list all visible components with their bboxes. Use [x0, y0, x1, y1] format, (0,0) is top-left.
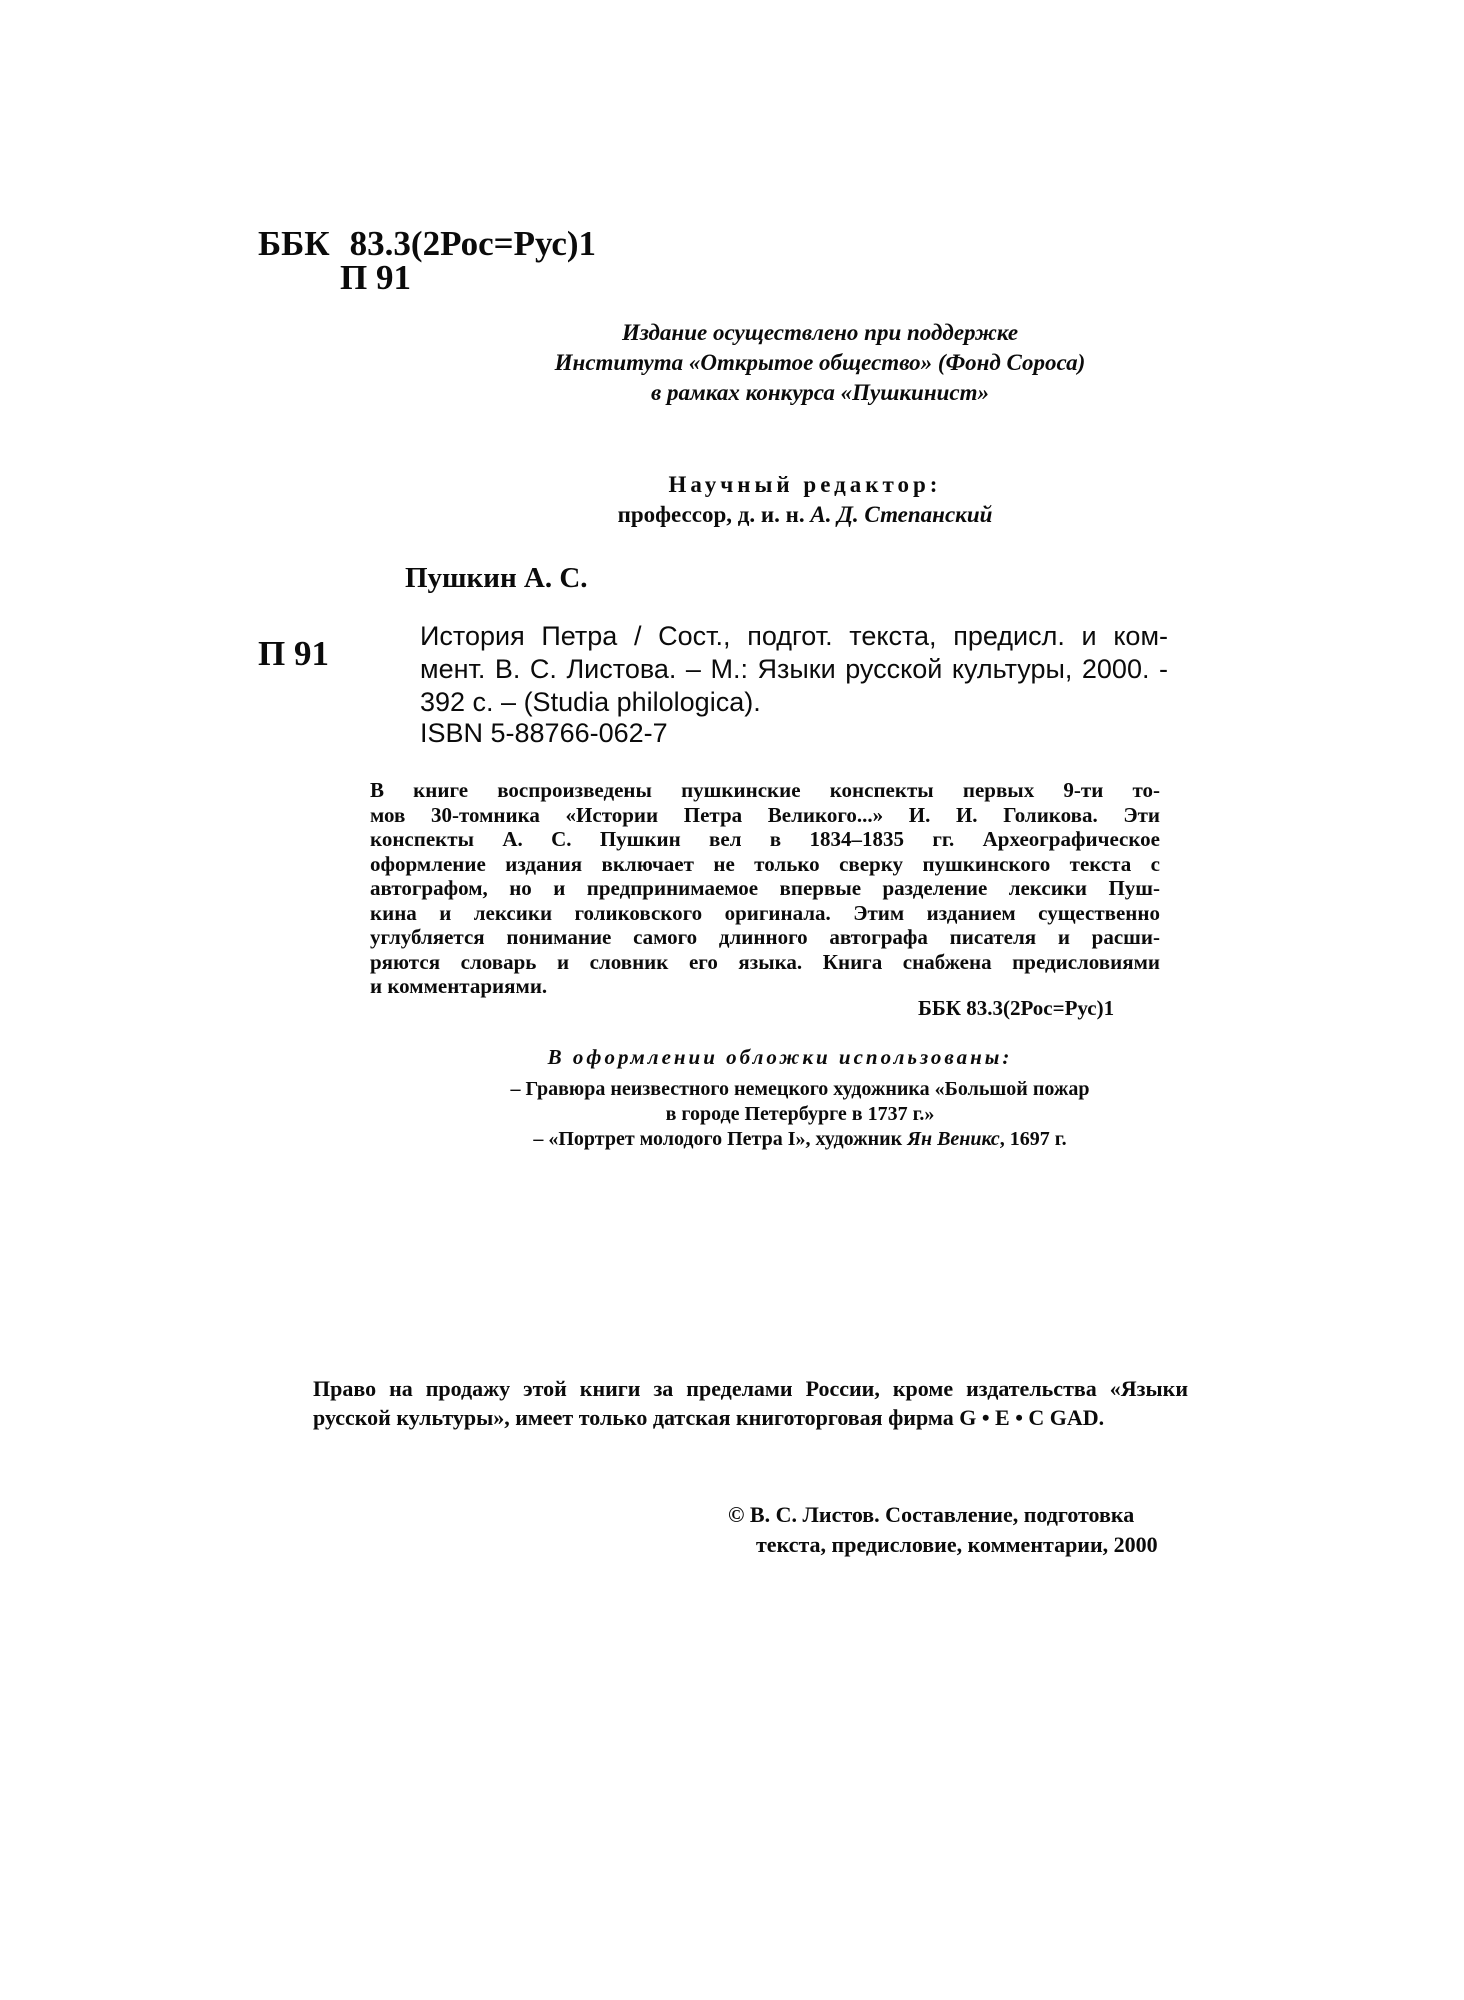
copyright-line: © В. С. Листов. Составление, подготовка	[728, 1502, 1135, 1527]
cover-credit-line	[420, 1127, 1180, 1152]
description-line: мент. В. С. Листова. – М.: Языки русской культуры, 2000. -	[420, 654, 1168, 684]
distribution-rights	[313, 1374, 1188, 1432]
annotation-line: автографом, но и предпринимаемое впервые разделение лексики Пуш-	[370, 876, 1160, 900]
annotation-line: мов 30-томника «Истории Петра Великого...» И. И. Голикова. Эти	[370, 802, 1160, 827]
annotation	[370, 778, 1160, 999]
cover-credits-title: В оформлении обложки использованы:	[547, 1045, 1013, 1069]
annotation-line: ряются словарь и словник его языка. Книга снабжена предисловиями	[370, 949, 1160, 974]
portrait-credit: – «Портрет молодого Петра I», художник	[533, 1128, 908, 1150]
rights-line: Право на продажу этой книги за пределами России, кроме издательства «Языки	[313, 1376, 1188, 1401]
cover-credit-line: – Гравюра неизвестного немецкого художника «Большой пожар	[510, 1078, 1090, 1100]
editor-title: Научный редактор:	[668, 472, 942, 497]
support-line: в рамках конкурса «Пушкинист»	[651, 380, 989, 405]
annotation-line: конспекты А. С. Пушкин вел в 1834–1835 гг. Археографическое	[370, 827, 1160, 851]
catalog-mark: П 91	[258, 634, 329, 673]
author-mark: П 91	[340, 258, 411, 297]
isbn: ISBN 5-88766-062-7	[420, 718, 668, 748]
bbk-label: ББК	[258, 224, 330, 263]
catalog-author: Пушкин А. С.	[405, 562, 588, 594]
support-line: Института «Открытое общество» (Фонд Сороса)	[554, 350, 1086, 375]
bbk-code: 83.3(2Рос=Рус)1	[349, 224, 597, 263]
description-line: История Петра / Сост., подгот. текста, предисл. и ком-	[420, 621, 1168, 651]
editor-credentials: профессор, д. и. н.	[617, 502, 811, 527]
support-line: Издание осуществлено при поддержке	[621, 320, 1019, 345]
portrait-year: , 1697 г.	[999, 1128, 1067, 1150]
copyright-notice	[728, 1500, 1158, 1560]
annotation-line: кина и лексики голиковского оригинала. Этим изданием существенно	[370, 900, 1160, 925]
portrait-artist: Ян Веникс	[907, 1128, 1000, 1150]
annotation-bbk: ББК 83.3(2Рос=Рус)1	[918, 996, 1115, 1020]
annotation-line: и комментариями.	[370, 974, 548, 998]
rights-line: русской культуры», имеет только датская книготорговая фирма G • E • C GAD.	[313, 1405, 1105, 1430]
catalog-description	[420, 620, 1168, 719]
editor-name: А. Д. Степанский	[810, 502, 993, 527]
cover-credits	[420, 1077, 1180, 1152]
scientific-editor	[520, 470, 1090, 530]
annotation-line: В книге воспроизведены пушкинские конспекты первых 9-ти то-	[370, 778, 1160, 802]
support-notice	[420, 318, 1220, 408]
bbk-index	[258, 226, 596, 261]
cover-credit-line: в городе Петербурге в 1737 г.»	[665, 1103, 935, 1125]
copyright-line: текста, предисловие, комментарии, 2000	[756, 1532, 1158, 1557]
description-line: 392 с. – (Studia philologica).	[420, 687, 761, 717]
annotation-line: углубляется понимание самого длинного автографа писателя и расши-	[370, 925, 1160, 949]
annotation-line: оформление издания включает не только сверку пушкинского текста с	[370, 851, 1160, 876]
editor-line	[520, 500, 1090, 530]
